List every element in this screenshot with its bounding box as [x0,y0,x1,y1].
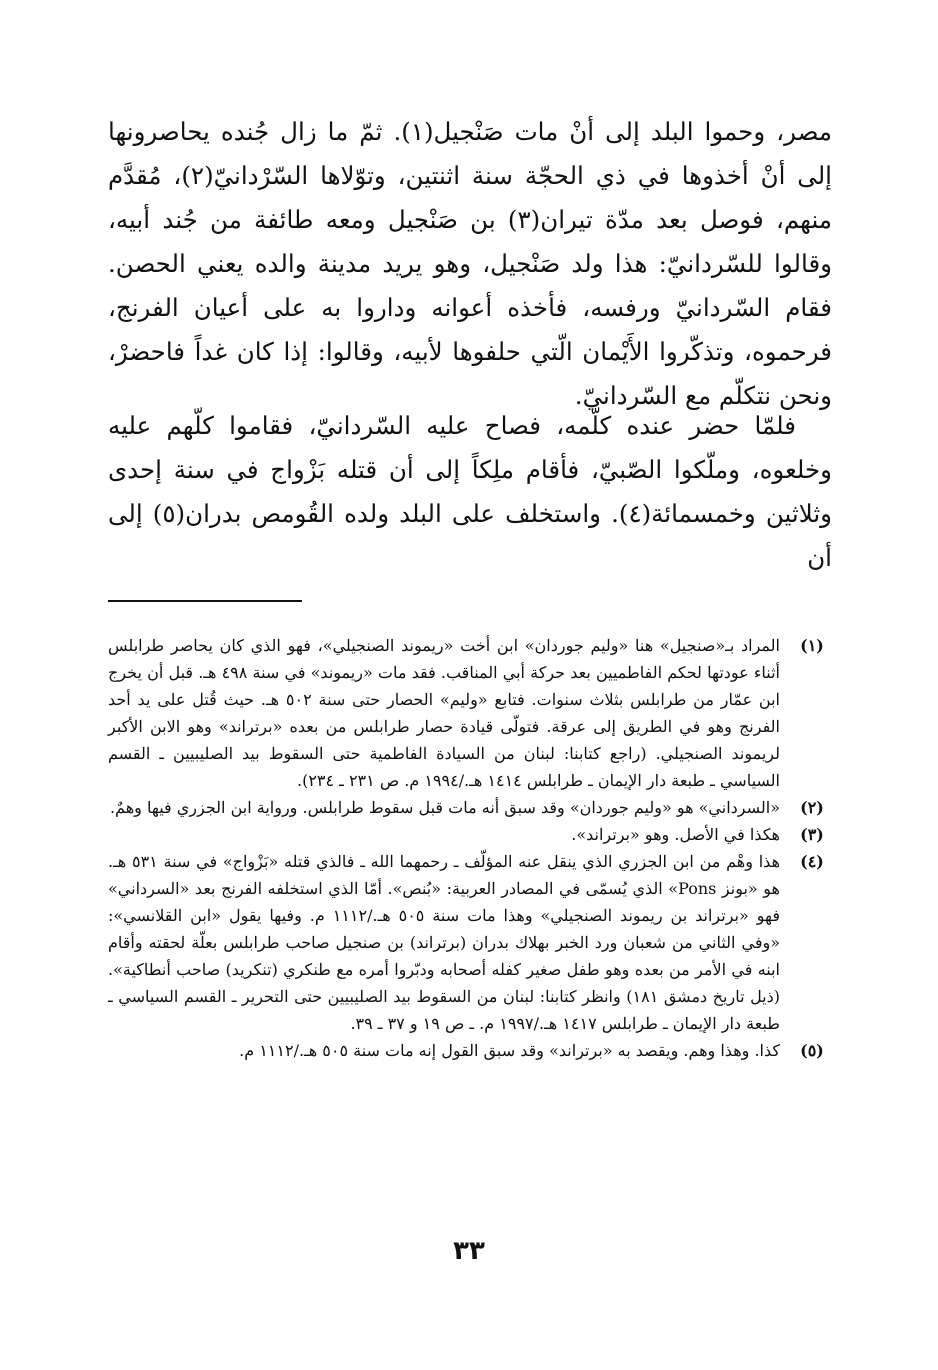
footnote-5 [108,1037,832,1064]
footnote-4 [108,848,832,1037]
footnote-text: هذا وهْم من ابن الجزري الذي ينقل عنه المؤلّف ـ رحمهما الله ـ فالذي قتله «بَزْواج» في سنة ٥٣١ هـ. هو «بونز Pons» الذي يُسمّى في المصادر العربية: «بُنص». أمّا الذي استخلفه الفرنج بعد «السرداني» فهو «برتراند بن ريموند الصنجيلي» وهذا مات سنة ٥٠٥ هـ./١١١٢ م. وفيها يقول «ابن القلانسي»: «وفي الثاني من شعبان ورد الخبر بهلاك بدران (برتراند) بن صنجيل صاحب طرابلس بعلّة لحقته وأقام ابنه في الأمر من بعده وهو طفل صغير كفله أصحابه ودبّروا أمره مع طنكري (تنكريد) صاحب أنطاكية». (ذيل تاريخ دمشق ١٨١) وانظر كتابنا: لبنان من السقوط بيد الصليبيين حتى التحرير ـ القسم السياسي ـ طبعة دار الإيمان ـ طرابلس ١٤١٧ هـ./١٩٩٧ م. ـ ص ١٩ و ٣٧ ـ ٣٩. [108,852,781,1033]
footnote-number: (٢) [800,798,824,817]
footnote-3 [108,821,832,848]
footnote-number: (٥) [800,1041,824,1060]
footnote-2 [108,794,832,821]
main-paragraph-2: فلمّا حضر عنده كلّمه، فصاح عليه السّردانيّ، فقاموا كلّهم عليه وخلعوه، وملّكوا الصّبيّ، فأقام ملِكاً إلى أن قتله بَزْواج في سنة إحدى وثلاثين وخمسمائة(٤). واستخلف على البلد ولده القُومص بدران(٥) إلى أن [108,411,832,572]
footnote-number: (١) [800,636,824,655]
footnote-text: كذا. وهذا وهم. ويقصد به «برتراند» وقد سبق القول إنه مات سنة ٥٠٥ هـ./١١١٢ م. [239,1041,780,1060]
footnote-number: (٣) [800,825,824,844]
footnotes [108,632,832,1064]
main-text [108,110,832,580]
footnote-1 [108,632,832,794]
footnote-text: المراد بـ«صنجيل» هنا «وليم جوردان» ابن أخت «ريموند الصنجيلي»، فهو الذي كان يحاصر طرابلس أثناء عودتها لحكم الفاطميين بعد حركة أبي المناقب. فقد مات «ريموند» في سنة ٤٩٨ هـ. قبل أن يخرج ابن عمّار من طرابلس بثلاث سنوات. فتابع «وليم» الحصار حتى سنة ٥٠٢ هـ. حيث قُتل على يد أحد الفرنج وهو في الطريق إلى عرقة. فتولّى قيادة حصار طرابلس من بعده «برتراند» وهو الابن الأكبر لريموند الصنجيلي. (راجع كتابنا: لبنان من السيادة الفاطمية حتى السقوط بيد الصليبيين ـ القسم السياسي ـ طبعة دار الإيمان ـ طرابلس ١٤١٤ هـ./١٩٩٤ م. ص ٢٣١ ـ ٢٣٤). [108,636,781,790]
footnote-separator [108,600,302,602]
footnote-text: هكذا في الأصل. وهو «برتراند». [571,825,780,844]
footnote-text: «السرداني» هو «وليم جوردان» وقد سبق أنه مات قبل سقوط طرابلس. ورواية ابن الجزري فيها وهمٌ. [109,798,780,817]
page-number: ٣٣ [453,1236,485,1266]
main-paragraph-1: مصر، وحموا البلد إلى أنْ مات صَنْجيل(١). ثمّ ما زال جُنده يحاصرونها إلى أنْ أخذوها في ذي الحجّة سنة اثنتين، وتوّلاها السّرْدانيّ(٢)، مُقدَّم منهم، فوصل بعد مدّة تيران(٣) بن صَنْجيل ومعه طائفة من جُند أبيه، وقالوا للسّردانيّ: هذا ولد صَنْجيل، وهو يريد مدينة والده يعني الحصن. فقام السّردانيّ ورفسه، فأخذه أعوانه وداروا به على أعيان الفرنج، فرحموه، وتذكّروا الأَيْمان الّتي حلفوها لأبيه، وقالوا: إذا كان غداً فاحضرْ، ونحن نتكلّم مع السّردانيّ. [108,117,832,410]
footnote-number: (٤) [800,852,824,871]
